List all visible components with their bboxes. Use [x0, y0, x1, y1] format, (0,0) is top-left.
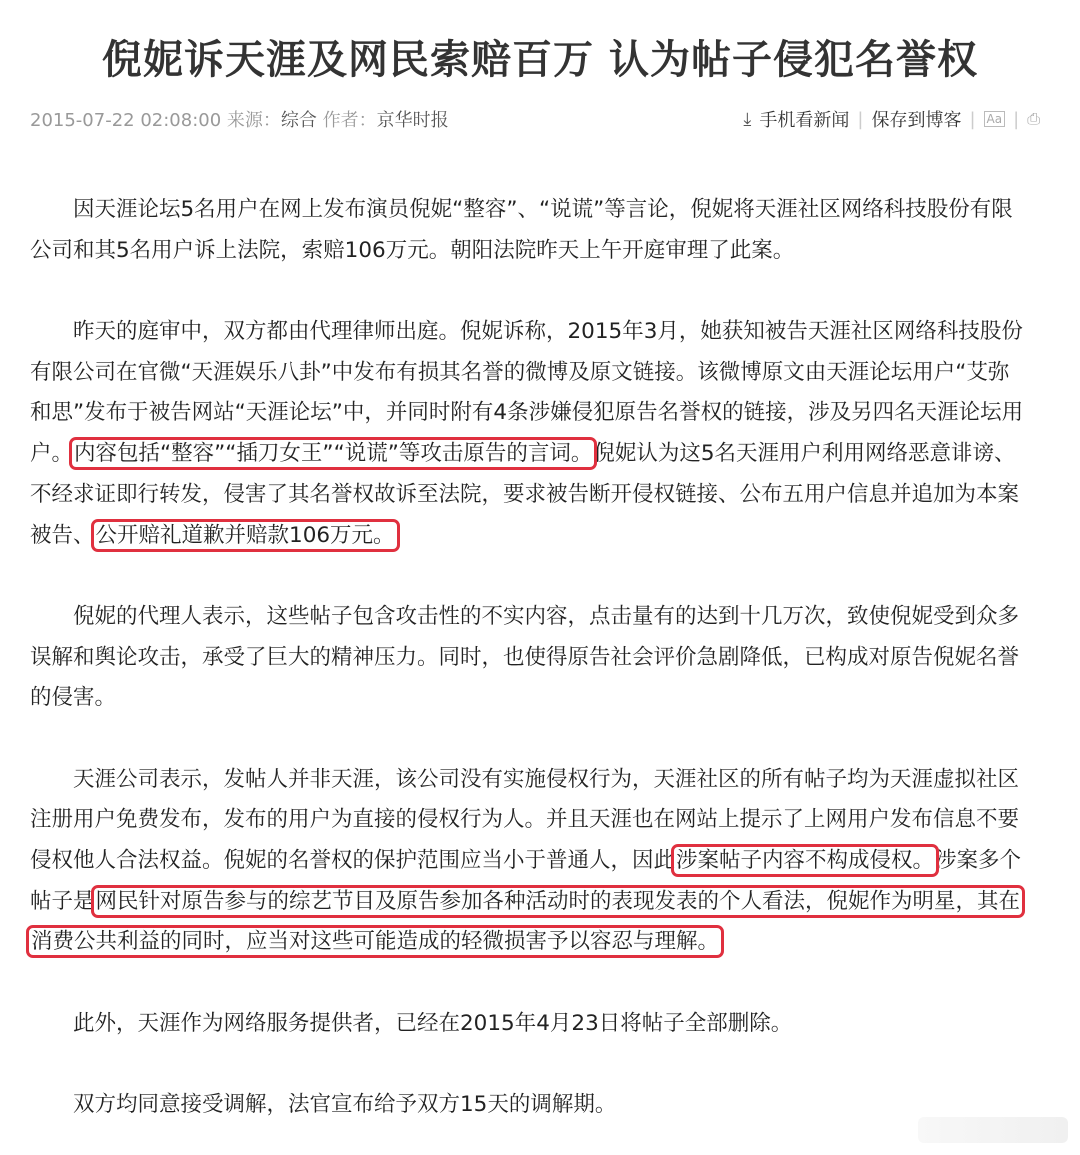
highlighted-text: 消费公共利益的同时，应当对这些可能造成的轻微损害予以容忍与理解。	[31, 929, 720, 955]
paragraph	[30, 760, 1060, 963]
text-segment: 双方均同意接受调解，法官宣布给予双方15天的调解期。	[30, 1092, 617, 1118]
highlighted-text: 网民针对原告参与的综艺节目及原告参加各种活动时的表现发表的个人看法，倪妮作为明星，其在	[95, 888, 1021, 914]
text-segment: 误解和舆论攻击，承受了巨大的精神压力。同时，也使得原告社会评价急剧降低，已构成对原告倪妮名誉	[30, 644, 1020, 670]
text-segment: 不经求证即行转发，侵害了其名誉权故诉至法院，要求被告断开侵权链接、公布五用户信息并追加为本案	[30, 481, 1020, 507]
save-to-blog-link[interactable]: 保存到博客	[871, 110, 962, 131]
source-label: 来源：	[226, 110, 281, 131]
highlighted-text: 内容包括“整容”“插刀女王”“说谎”等攻击原告的言词。	[74, 441, 593, 467]
text-line	[30, 190, 1060, 231]
text-segment: 的侵害。	[30, 685, 117, 711]
author-label: 作者：	[322, 110, 377, 131]
text-line	[30, 638, 1060, 679]
print-icon[interactable]: ⎙	[1027, 109, 1040, 128]
text-line	[30, 800, 1060, 841]
paragraph-gap	[30, 556, 1060, 597]
text-line	[30, 678, 1060, 719]
mobile-news-link[interactable]: 手机看新闻	[759, 110, 850, 131]
text-line	[30, 312, 1060, 353]
text-segment: 帖子是	[30, 888, 95, 914]
text-segment: 倪妮的代理人表示，这些帖子包含攻击性的不实内容，点击量有的达到十几万次，致使倪妮受到众多	[30, 603, 1020, 629]
paragraph	[30, 597, 1060, 719]
text-line	[30, 1004, 1060, 1045]
text-line	[30, 1085, 1060, 1126]
text-line	[30, 922, 1060, 963]
article-body	[30, 190, 1060, 1126]
text-line	[30, 353, 1060, 394]
text-line	[30, 841, 1060, 882]
publish-datetime: 2015-07-22 02:08:00	[30, 110, 222, 131]
download-icon: ⤓	[743, 108, 752, 130]
text-line	[30, 882, 1060, 923]
text-line	[30, 393, 1060, 434]
paragraph	[30, 312, 1060, 556]
paragraph	[30, 1085, 1060, 1126]
article-tools	[743, 106, 1040, 132]
paragraph	[30, 1004, 1060, 1045]
text-segment: 被告、	[30, 522, 95, 548]
text-segment: 天涯公司表示，发帖人并非天涯，该公司没有实施侵权行为，天涯社区的所有帖子均为天涯虚拟社区	[30, 766, 1020, 792]
text-segment: 和思”发布于被告网站“天涯论坛”中，并同时附有4条涉嫌侵犯原告名誉权的链接，涉及另四名天涯论坛用	[30, 400, 1024, 426]
paragraph	[30, 190, 1060, 271]
text-segment: 公司和其5名用户诉上法院，索赔106万元。朝阳法院昨天上午开庭审理了此案。	[30, 237, 795, 263]
watermark	[918, 1117, 1068, 1143]
paragraph-gap	[30, 963, 1060, 1004]
text-segment: 侵权他人合法权益。倪妮的名誉权的保护范围应当小于普通人，因此	[30, 848, 676, 873]
source: 综合	[280, 110, 317, 131]
paragraph-gap	[30, 719, 1060, 760]
text-line	[30, 597, 1060, 638]
article-meta	[30, 106, 449, 132]
text-segment: 涉案多个	[935, 848, 1022, 873]
text-line	[30, 475, 1060, 516]
author: 京华时报	[376, 110, 449, 131]
article-title: 倪妮诉天涯及网民索赔百万 认为帖子侵犯名誉权	[102, 37, 978, 83]
text-segment: 倪妮认为这5名天涯用户利用网络恶意诽谤、	[593, 441, 1016, 467]
highlighted-text: 公开赔礼道歉并赔款106万元。	[95, 522, 395, 548]
text-segment: 有限公司在官微“天涯娱乐八卦”中发布有损其名誉的微博及原文链接。该微博原文由天涯论坛用户“艾弥	[30, 359, 1010, 385]
divider: |	[1013, 108, 1020, 130]
paragraph-gap	[30, 1044, 1060, 1085]
font-size-icon[interactable]: Aa	[984, 111, 1006, 127]
text-segment: 注册用户免费发布，发布的用户为直接的侵权行为人。并且天涯也在网站上提示了上网用户发布信息不要	[30, 807, 1020, 833]
text-line	[30, 760, 1060, 801]
text-line	[30, 516, 1060, 557]
highlighted-text: 涉案帖子内容不构成侵权。	[676, 848, 935, 873]
text-line	[30, 231, 1060, 272]
text-segment: 户。	[30, 441, 74, 467]
text-line	[30, 434, 1060, 475]
divider: |	[857, 108, 864, 130]
text-segment: 因天涯论坛5名用户在网上发布演员倪妮“整容”、“说谎”等言论，倪妮将天涯社区网络科技股份有限	[30, 197, 1013, 222]
text-segment: 此外，天涯作为网络服务提供者，已经在2015年4月23日将帖子全部删除。	[30, 1010, 793, 1036]
paragraph-gap	[30, 271, 1060, 312]
divider: |	[969, 108, 976, 130]
text-segment: 昨天的庭审中，双方都由代理律师出庭。倪妮诉称，2015年3月，她获知被告天涯社区网络科技股份	[30, 319, 1023, 345]
